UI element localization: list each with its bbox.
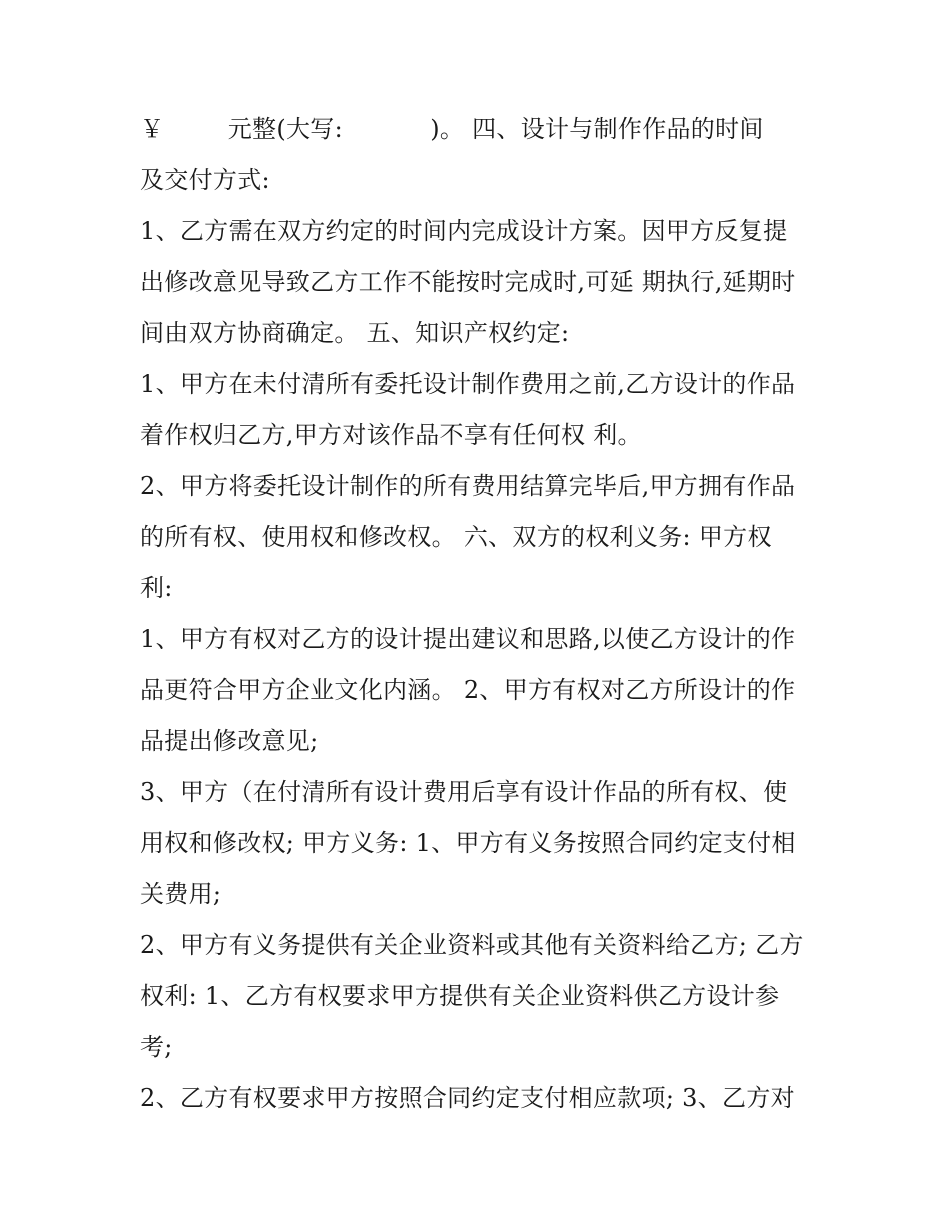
document-body: [140, 104, 812, 1124]
text-line: 1、甲方在未付清所有委托设计制作费用之前,乙方设计的作品: [140, 370, 796, 398]
text-line: 2、乙方有权要求甲方按照合同约定支付相应款项; 3、乙方对: [140, 1084, 795, 1112]
text-line: 3、甲方（在付清所有设计费用后享有设计作品的所有权、使: [140, 778, 788, 806]
text-line: 2、甲方将委托设计制作的所有费用结算完毕后,甲方拥有作品: [140, 472, 796, 500]
text-line: 着作权归乙方,甲方对该作品不享有任何权 利。: [140, 421, 642, 449]
text-line: 1、乙方需在双方约定的时间内完成设计方案。因甲方反复提: [140, 217, 788, 245]
text-line: 品提出修改意见;: [140, 727, 319, 755]
text-line: 关费用;: [140, 880, 222, 908]
text-line: 利:: [140, 574, 173, 602]
text-line: 品更符合甲方企业文化内涵。 2、甲方有权对乙方所设计的作: [140, 676, 796, 704]
text-line: 权利: 1、乙方有权要求甲方提供有关企业资料供乙方设计参: [140, 982, 780, 1010]
text-line: 1、甲方有权对乙方的设计提出建议和思路,以使乙方设计的作: [140, 625, 796, 653]
text-line: 考;: [140, 1033, 173, 1061]
text-line: 2、甲方有义务提供有关企业资料或其他有关资料给乙方; 乙方: [140, 931, 804, 959]
text-line: 用权和修改权; 甲方义务: 1、甲方有义务按照合同约定支付相: [140, 829, 796, 857]
text-line: 间由双方协商确定。 五、知识产权约定:: [140, 319, 570, 347]
text-line: 的所有权、使用权和修改权。 六、双方的权利义务: 甲方权: [140, 523, 772, 551]
text-line: 及交付方式:: [140, 166, 270, 194]
text-line: 出修改意见导致乙方工作不能按时完成时,可延 期执行,延期时: [140, 268, 796, 296]
text-line: ￥ 元整(大写: )。 四、设计与制作作品的时间: [140, 115, 764, 143]
